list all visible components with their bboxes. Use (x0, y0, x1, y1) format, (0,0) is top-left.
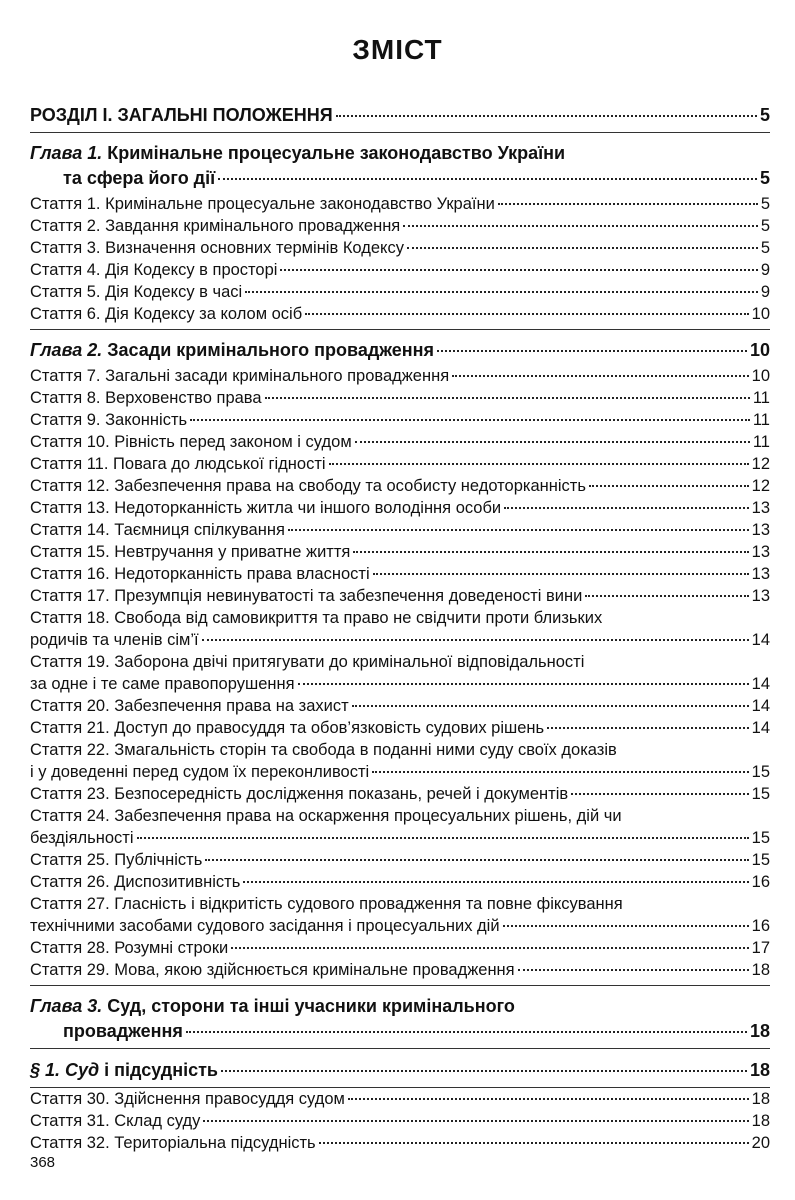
dot-leader (265, 397, 750, 399)
article-line (30, 1132, 770, 1154)
chapter-1-articles (30, 193, 770, 325)
paragraph-1-articles (30, 1088, 770, 1154)
article-title: Стаття 21. Доступ до правосуддя та обов’язковість судових рішень (30, 719, 545, 737)
toc-article-entry (30, 237, 770, 259)
page-ref: 9 (760, 261, 770, 279)
article-title: і у доведенні перед судом їх переконливості (30, 763, 370, 781)
toc-section-1 (30, 102, 770, 128)
article-title: Стаття 9. Законність (30, 411, 188, 429)
chapter-title-line-1 (30, 141, 770, 166)
toc-article-entry (30, 585, 770, 607)
article-title: Стаття 10. Рівність перед законом і судом (30, 433, 352, 451)
page-ref: 10 (749, 340, 770, 360)
page-ref: 5 (760, 217, 770, 235)
article-title: Стаття 17. Презумпція невинуватості та забезпечення доведеності вини (30, 587, 583, 605)
article-line (30, 387, 770, 409)
dot-leader (231, 947, 748, 949)
page-ref: 18 (749, 1021, 770, 1041)
article-line (30, 431, 770, 453)
toc-article-entry (30, 783, 770, 805)
article-line (30, 475, 770, 497)
dot-leader (218, 178, 757, 180)
dot-leader (498, 203, 758, 205)
dot-leader (205, 859, 748, 861)
article-title: Стаття 23. Безпосередність дослідження показань, речей і документів (30, 785, 569, 803)
page-number: 368 (30, 1154, 56, 1171)
dot-leader (452, 375, 749, 377)
article-line (30, 695, 770, 717)
page-ref: 12 (751, 455, 770, 473)
page-ref: 13 (751, 587, 770, 605)
chapter-title-line-2 (30, 1019, 770, 1044)
chapter-label: Глава 3. (30, 996, 103, 1016)
page-ref: 11 (752, 411, 770, 429)
article-title-line-1: Стаття 19. Заборона двічі притягувати до кримінальної відповідальності (30, 653, 585, 671)
toc-article-entry (30, 215, 770, 237)
table-of-contents (30, 92, 770, 1154)
article-title: Стаття 14. Таємниця спілкування (30, 521, 285, 539)
article-title-line-1: Стаття 27. Гласність і відкритість судового провадження та повне фіксування (30, 895, 623, 913)
article-line (30, 497, 770, 519)
toc-chapter-3 (30, 994, 770, 1044)
chapter-title: Кримінальне процесуальне законодавство України (102, 143, 566, 163)
article-title: Стаття 25. Публічність (30, 851, 203, 869)
article-line (30, 519, 770, 541)
toc-chapter-2 (30, 338, 770, 363)
article-line (30, 761, 770, 783)
article-line (30, 959, 770, 981)
separator-line (30, 985, 770, 986)
page-ref: 14 (751, 675, 770, 693)
toc-article-entry (30, 387, 770, 409)
page-ref: 9 (760, 283, 770, 301)
chapter-2-articles (30, 365, 770, 981)
dot-leader (403, 225, 758, 227)
paragraph-title-text: і підсудність (99, 1060, 218, 1080)
article-title: Стаття 20. Забезпечення права на захист (30, 697, 349, 715)
page-ref: 15 (751, 785, 770, 803)
paragraph-title (30, 1057, 218, 1083)
article-line (30, 259, 770, 281)
article-title: Стаття 13. Недоторканність житла чи іншого володіння особи (30, 499, 502, 517)
article-line (30, 541, 770, 563)
article-title-line-1: Стаття 22. Змагальність сторін та свобода в поданні ними суду своїх доказів (30, 741, 617, 759)
separator-line (30, 132, 770, 133)
dot-leader (221, 1070, 747, 1072)
dot-leader (245, 291, 758, 293)
dot-leader (504, 507, 748, 509)
article-title: Стаття 2. Завдання кримінального провадження (30, 217, 401, 235)
page-ref: 5 (759, 105, 770, 125)
page-ref: 18 (751, 1090, 770, 1108)
chapter-title: Суд, сторони та інші учасники кримінального (102, 996, 515, 1016)
article-line (30, 585, 770, 607)
article-line (30, 937, 770, 959)
dot-leader (288, 529, 749, 531)
article-title: Стаття 15. Невтручання у приватне життя (30, 543, 351, 561)
dot-leader (407, 247, 758, 249)
article-title: технічними засобами судового засідання і процесуальних дій (30, 917, 500, 935)
toc-paragraph-1 (30, 1057, 770, 1083)
article-line (30, 193, 770, 215)
toc-article-entry (30, 805, 770, 849)
article-line (30, 1088, 770, 1110)
toc-article-entry (30, 937, 770, 959)
page-ref: 13 (751, 521, 770, 539)
toc-article-entry (30, 695, 770, 717)
article-title: Стаття 6. Дія Кодексу за колом осіб (30, 305, 303, 323)
article-title: Стаття 30. Здійснення правосуддя судом (30, 1090, 345, 1108)
article-line (30, 871, 770, 893)
toc-article-entry (30, 1132, 770, 1154)
toc-article-entry (30, 1088, 770, 1110)
article-title: Стаття 11. Повага до людської гідності (30, 455, 326, 473)
article-line (30, 783, 770, 805)
article-title-line-1: Стаття 18. Свобода від самовикриття та право не свідчити проти близьких (30, 609, 603, 627)
dot-leader (298, 683, 749, 685)
article-title: Стаття 28. Розумні строки (30, 939, 229, 957)
chapter-title-cont: провадження (63, 1021, 183, 1041)
article-line (30, 281, 770, 303)
dot-leader (571, 793, 748, 795)
article-line (30, 453, 770, 475)
page-ref: 10 (751, 367, 770, 385)
page-ref: 11 (752, 433, 770, 451)
article-line (30, 365, 770, 387)
toc-article-entry (30, 475, 770, 497)
dot-leader (352, 705, 749, 707)
toc-article-entry (30, 409, 770, 431)
page-ref: 5 (759, 168, 770, 188)
article-line (30, 717, 770, 739)
article-title-line-1: Стаття 24. Забезпечення права на оскарження процесуальних рішень, дій чи (30, 807, 622, 825)
page-ref: 15 (751, 763, 770, 781)
article-line (30, 915, 770, 937)
article-title: Стаття 4. Дія Кодексу в просторі (30, 261, 278, 279)
article-title: бездіяльності (30, 829, 134, 847)
toc-article-entry (30, 453, 770, 475)
separator-line (30, 329, 770, 330)
page-ref: 15 (751, 829, 770, 847)
chapter-title (30, 338, 434, 363)
dot-leader (355, 441, 750, 443)
article-title: Стаття 3. Визначення основних термінів Кодексу (30, 239, 404, 257)
dot-leader (190, 419, 750, 421)
toc-article-entry (30, 541, 770, 563)
article-line (30, 673, 770, 695)
article-title: Стаття 26. Диспозитивність (30, 873, 241, 891)
section-title: РОЗДІЛ І. ЗАГАЛЬНІ ПОЛОЖЕННЯ (30, 105, 333, 125)
page-ref: 11 (752, 389, 770, 407)
page-ref: 14 (751, 631, 770, 649)
toc-article-entry (30, 563, 770, 585)
toc-article-entry (30, 959, 770, 981)
article-title: Стаття 5. Дія Кодексу в часі (30, 283, 243, 301)
article-title: Стаття 32. Територіальна підсудність (30, 1134, 316, 1152)
toc-article-entry (30, 849, 770, 871)
dot-leader (585, 595, 748, 597)
page-ref: 20 (751, 1134, 770, 1152)
toc-article-entry (30, 871, 770, 893)
toc-article-entry (30, 497, 770, 519)
article-title: Стаття 7. Загальні засади кримінального провадження (30, 367, 450, 385)
dot-leader (373, 573, 749, 575)
page-ref: 18 (751, 1112, 770, 1130)
dot-leader (372, 771, 748, 773)
toc-article-entry (30, 1110, 770, 1132)
toc-article-entry (30, 259, 770, 281)
dot-leader (518, 969, 749, 971)
dot-leader (202, 639, 749, 641)
dot-leader (305, 313, 748, 315)
toc-article-entry (30, 717, 770, 739)
toc-article-entry (30, 739, 770, 783)
toc-article-entry (30, 607, 770, 651)
page-ref: 13 (751, 499, 770, 517)
chapter-title-text: Засади кримінального провадження (102, 340, 435, 360)
toc-article-entry (30, 893, 770, 937)
article-line (30, 215, 770, 237)
dot-leader (186, 1031, 747, 1033)
toc-chapter-1 (30, 141, 770, 191)
page-ref: 12 (751, 477, 770, 495)
article-title: родичів та членів сім’ї (30, 631, 199, 649)
article-line (30, 303, 770, 325)
dot-leader (437, 350, 747, 352)
chapter-label: Глава 1. (30, 143, 103, 163)
dot-leader (547, 727, 749, 729)
article-line (30, 237, 770, 259)
page-ref: 15 (751, 851, 770, 869)
dot-leader (503, 925, 749, 927)
page-ref: 5 (760, 195, 770, 213)
dot-leader (280, 269, 757, 271)
page-title: ЗМІСТ (352, 34, 443, 65)
page-ref: 16 (751, 917, 770, 935)
article-line (30, 629, 770, 651)
toc-article-entry (30, 193, 770, 215)
page-ref: 18 (749, 1060, 770, 1080)
dot-leader (203, 1120, 748, 1122)
toc-article-entry (30, 431, 770, 453)
toc-article-entry (30, 651, 770, 695)
toc-article-entry (30, 365, 770, 387)
article-title: Стаття 16. Недоторканність права власності (30, 565, 370, 583)
toc-article-entry (30, 281, 770, 303)
article-title: Стаття 31. Склад суду (30, 1112, 201, 1130)
article-title: Стаття 12. Забезпечення права на свободу та особисту недоторканність (30, 477, 586, 495)
page-ref: 10 (751, 305, 770, 323)
chapter-label: Глава 2. (30, 340, 103, 360)
dot-leader (348, 1098, 749, 1100)
article-line (30, 563, 770, 585)
page-ref: 13 (751, 543, 770, 561)
article-line (30, 849, 770, 871)
article-title: Стаття 1. Кримінальне процесуальне законодавство України (30, 195, 495, 213)
toc-article-entry (30, 519, 770, 541)
page-ref: 5 (760, 239, 770, 257)
article-line (30, 409, 770, 431)
article-line (30, 827, 770, 849)
page-ref: 14 (751, 719, 770, 737)
chapter-title-cont: та сфера його дії (63, 168, 216, 188)
article-title: Стаття 29. Мова, якою здійснюється кримінальне провадження (30, 961, 515, 979)
article-title: за одне і те саме правопорушення (30, 675, 295, 693)
dot-leader (336, 115, 757, 117)
dot-leader (243, 881, 748, 883)
chapter-title-line-2 (30, 166, 770, 191)
toc-article-entry (30, 303, 770, 325)
paragraph-label: § 1. Суд (30, 1060, 100, 1080)
article-title: Стаття 8. Верховенство права (30, 389, 262, 407)
article-line (30, 1110, 770, 1132)
dot-leader (319, 1142, 749, 1144)
chapter-title-line-1 (30, 994, 770, 1019)
separator-line (30, 1048, 770, 1049)
page-ref: 14 (751, 697, 770, 715)
dot-leader (329, 463, 749, 465)
dot-leader (353, 551, 748, 553)
page-ref: 13 (751, 565, 770, 583)
dot-leader (589, 485, 749, 487)
page-ref: 18 (751, 961, 770, 979)
page-ref: 16 (751, 873, 770, 891)
page-ref: 17 (751, 939, 770, 957)
dot-leader (137, 837, 749, 839)
